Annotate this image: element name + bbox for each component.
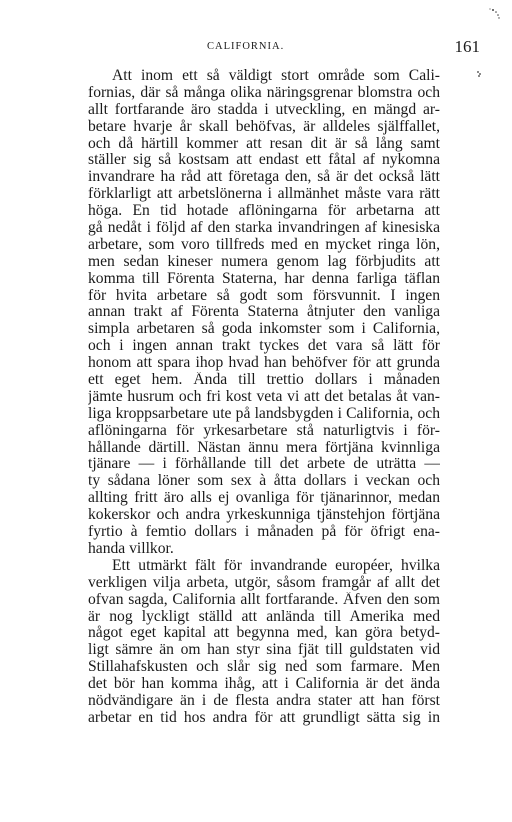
text-line: ty sådana löner som sex à åtta dollars i veckan och	[88, 473, 440, 490]
text-line: hållande därtill. Nästan ännu mera förtjäna kvinnliga	[88, 439, 440, 456]
text-line: annan trakt af Förenta Staterna åtnjuter den vanliga	[88, 304, 440, 321]
text-line: men sedan kineser numera genom lag förbjudits att	[88, 253, 440, 270]
body-text	[88, 68, 440, 727]
text-line: invandrare ha råd att företaga den, så är det också lätt	[88, 169, 440, 186]
text-line: Stillahafskusten och slår sig ned som farmare. Men	[88, 659, 440, 676]
text-line: aflöningarna för yrkesarbetare stå naturligtvis i för-	[88, 422, 440, 439]
text-line: handa villkor.	[88, 540, 174, 557]
text-line: arbetare, som voro tillfreds med en mycket ringa lön,	[88, 236, 440, 253]
running-header	[50, 38, 490, 58]
text-line: Att inom ett så väldigt stort område som Cali-	[112, 68, 440, 84]
text-line: liga kroppsarbetare ute på landsbygden i California, och	[88, 405, 440, 422]
text-line: ett eget hem. Ända till trettio dollars i månaden	[88, 372, 440, 389]
text-line: tjänare — i förhållande till det arbete de uträtta —	[88, 456, 440, 473]
text-line: och då härtill kommer att resan dit är så lång samt	[88, 135, 440, 152]
text-line: Ett utmärkt fält för invandrande européer, hvilka	[112, 557, 440, 574]
text-line: gå nedåt i följd af den starka invandringen af kinesiska	[88, 220, 440, 237]
text-line: allt fortfarande äro stadda i utveckling, en mängd ar-	[88, 101, 440, 118]
text-line: betare hvarje år skall behöfvas, är alldeles själffallet,	[88, 118, 440, 135]
text-line: komma till Förenta Staterna, har denna farliga täflan	[88, 270, 440, 287]
running-title: CALIFORNIA.	[207, 41, 285, 52]
text-line: kokerskor och andra yrkeskunniga tjänstehjon förtjäna	[88, 507, 440, 524]
text-line: det bör han komma ihåg, att i California är det ända	[88, 676, 440, 693]
text-line: jämte husrum och fri kost veta vi att det betalas åt van-	[88, 388, 440, 405]
text-line: och i ingen annan trakt tyckes det vara så lätt för	[88, 338, 440, 355]
text-line: för hvita arbetare så godt som försvunnit. I ingen	[88, 287, 440, 304]
text-line: är nog lyckligt ställd att anlända till Amerika med	[88, 608, 440, 625]
text-line: arbetar en tid hos andra för att grundligt sätta sig in	[88, 709, 440, 726]
text-line: ligt sämre än om han styr sina fjät till guldstaten vid	[88, 642, 440, 659]
text-line: simpla arbetaren så goda inkomster som i California,	[88, 321, 440, 338]
text-line: något eget kapital att begynna med, kan göra betyd-	[88, 625, 440, 642]
text-line: ofvan sagda, California allt fortfarande. Äfven den som	[88, 591, 440, 608]
text-line: fornias, där så många olika näringsgrenar blomstra och	[88, 84, 440, 101]
print-speck	[476, 70, 482, 76]
text-line: förklarligt att arbetslönerna i allmänhet måste vara rätt	[88, 186, 440, 203]
text-line: honom att spara ihop hvad han behöfver för att grunda	[88, 355, 440, 372]
page-number: 161	[454, 37, 480, 56]
corner-ink-mark	[484, 6, 502, 20]
text-line: fyrtio à femtio dollars i månaden på för öfrigt ena-	[88, 524, 440, 541]
text-line: allting fritt äro alls ej ovanliga för tjänarinnor, medan	[88, 490, 440, 507]
text-line: ställer sig så kostsam att endast ett fåtal af nykomna	[88, 152, 440, 169]
text-line: verkligen vilja arbeta, utgör, såsom framgår af allt det	[88, 574, 440, 591]
text-line: höga. En tid hotade aflöningarna för arbetarna att	[88, 203, 440, 220]
text-line: nödvändigare än i de flesta andra stater att han först	[88, 692, 440, 709]
